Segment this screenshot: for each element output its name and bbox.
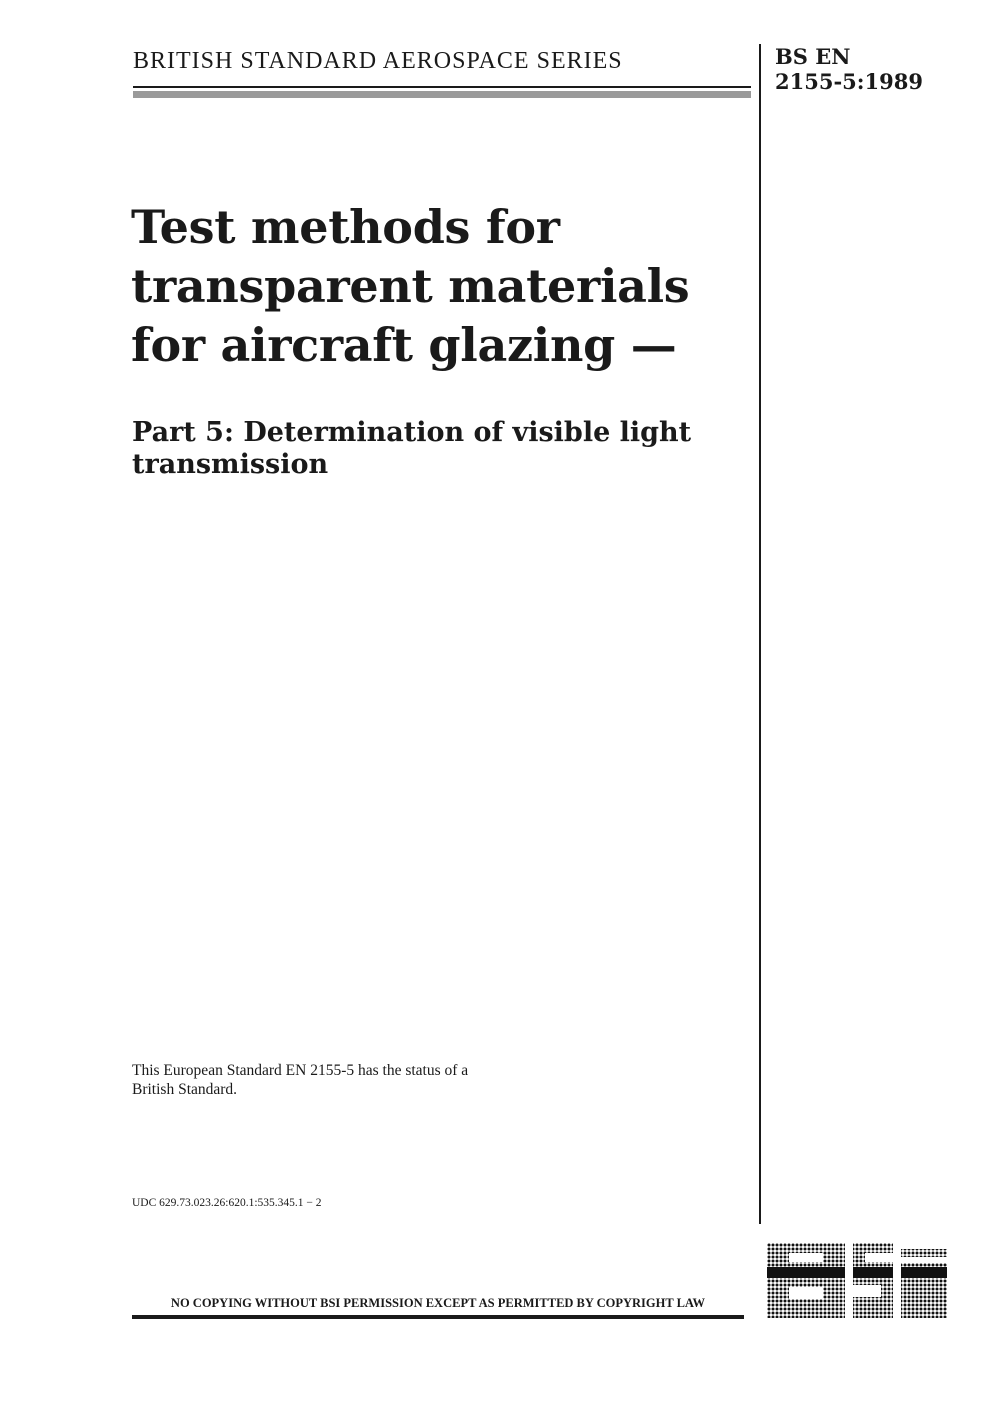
copyright-notice: NO COPYING WITHOUT BSI PERMISSION EXCEPT AS PERMITTED BY COPYRIGHT LAW — [170, 1296, 706, 1310]
document-title-line1: Test methods for — [131, 200, 560, 254]
vertical-divider — [759, 44, 761, 1224]
document-subtitle — [132, 417, 752, 481]
document-title-line2: transparent materials — [131, 259, 690, 313]
document-title — [131, 198, 751, 375]
header-rule-thick — [133, 91, 751, 98]
status-note — [132, 1061, 468, 1099]
standard-number-line2: 2155-5:1989 — [775, 69, 923, 94]
document-title-line3: for aircraft glazing — — [131, 318, 677, 372]
document-subtitle-line2: transmission — [132, 449, 329, 480]
header-rule-thin — [133, 86, 751, 88]
series-title: BRITISH STANDARD AEROSPACE SERIES — [133, 48, 623, 74]
udc-classification: UDC 629.73.023.26:620.1:535.345.1 − 2 — [132, 1197, 322, 1209]
bsi-logo-icon — [767, 1243, 947, 1318]
standard-number-line1: BS EN — [775, 44, 851, 69]
status-note-line1: This European Standard EN 2155-5 has the status of a — [132, 1062, 469, 1079]
status-note-line2: British Standard. — [132, 1081, 238, 1098]
standard-number — [775, 44, 923, 94]
footer-rule — [132, 1315, 744, 1319]
document-subtitle-line1: Part 5: Determination of visible light — [132, 417, 692, 448]
